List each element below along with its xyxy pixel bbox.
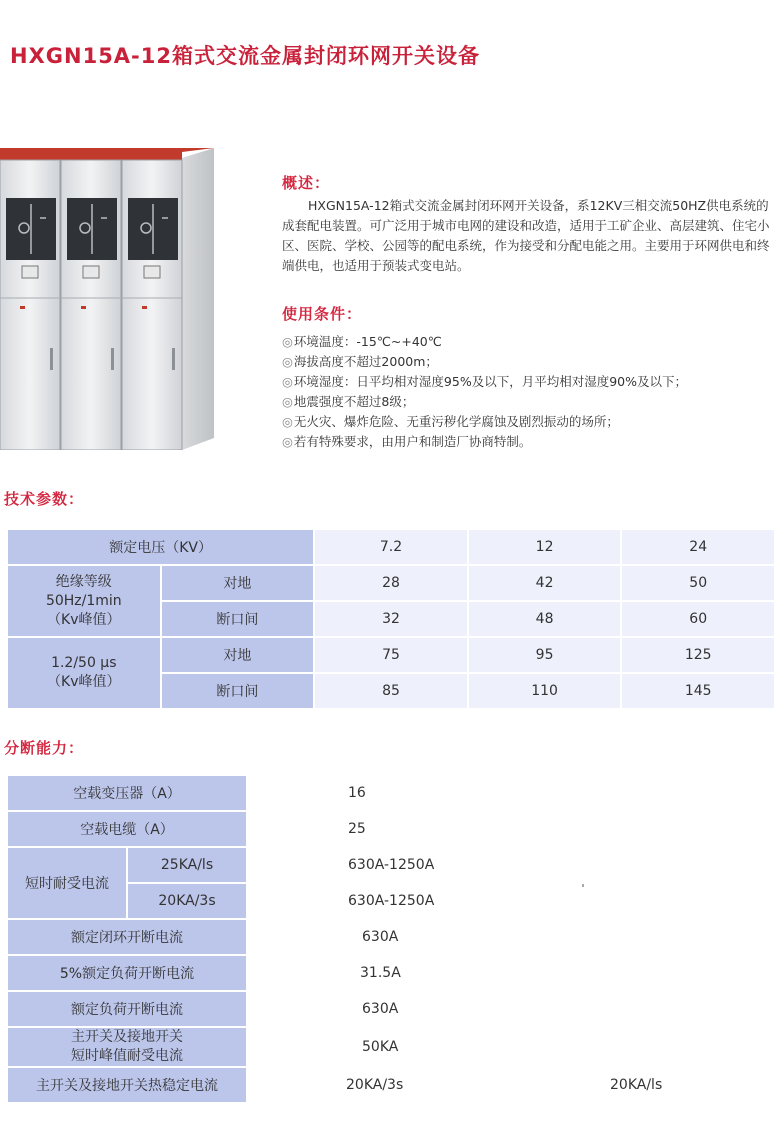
table-row <box>8 920 776 954</box>
short-time-sub-label: 20KA/3s <box>128 884 246 918</box>
table-row <box>8 956 776 990</box>
table-cell: 28 <box>315 566 467 600</box>
bullet-icon: ◎ <box>282 334 293 349</box>
condition-item: ◎环境湿度：日平均相对湿度95%及以下，月平均相对湿度90%及以下； <box>282 374 687 389</box>
impulse-label: 1.2/50 μs （Kv峰值） <box>8 638 160 708</box>
table-cell: 24 <box>622 530 774 564</box>
to-ground-label: 对地 <box>162 566 314 600</box>
table-cell: 25 <box>248 812 776 846</box>
table-cell: 48 <box>469 602 621 636</box>
table-cell: 85 <box>315 674 467 708</box>
conditions-list <box>282 332 772 452</box>
table-row <box>8 1028 776 1066</box>
overview-paragraph: HXGN15A-12箱式交流金属封闭环网开关设备，系12KV三相交流50HZ供电系统的成套配电装置。可广泛用于城市电网的建设和改造，适用于工矿企业、高层建筑、住宅小区、医院、学校、公园等的配电系统，作为接受和分配电能之用。主要用于环网供电和终端供电，也适用于预装式变电站。 <box>282 198 770 273</box>
table-cell: 630A <box>248 992 776 1026</box>
table-cell: 32 <box>315 602 467 636</box>
bullet-icon: ◎ <box>282 414 293 429</box>
no-load-transformer-label: 空载变压器（A） <box>8 776 246 810</box>
across-gap-label: 断口间 <box>162 674 314 708</box>
table-cell: 20KA/3s <box>248 1068 540 1102</box>
table-cell: 630A-1250A <box>248 884 776 918</box>
table-cell: 31.5A <box>248 956 776 990</box>
table-row <box>8 812 776 846</box>
bullet-icon: ◎ <box>282 394 293 409</box>
table-cell: 12 <box>469 530 621 564</box>
condition-item: ◎地震强度不超过8级； <box>282 394 415 409</box>
table-cell: 60 <box>622 602 774 636</box>
table-cell: 125 <box>622 638 774 672</box>
across-gap-label: 断口间 <box>162 602 314 636</box>
short-time-label: 短时耐受电流 <box>8 848 126 918</box>
print-speck <box>582 884 584 887</box>
table-row <box>8 1068 776 1102</box>
no-load-cable-label: 空载电缆（A） <box>8 812 246 846</box>
switchgear-cabinet-image <box>0 148 228 450</box>
table-cell: 75 <box>315 638 467 672</box>
thermal-label: 主开关及接地开关热稳定电流 <box>8 1068 246 1102</box>
condition-item: ◎无火灾、爆炸危险、无重污秽化学腐蚀及剧烈振动的场所； <box>282 414 619 429</box>
page-title: HXGN15A-12箱式交流金属封闭环网开关设备 <box>10 44 480 68</box>
breaking-capacity-table <box>6 774 778 1104</box>
table-cell: 42 <box>469 566 621 600</box>
table-cell: 630A <box>248 920 776 954</box>
table-cell: 7.2 <box>315 530 467 564</box>
table-cell: 50 <box>622 566 774 600</box>
overview-heading: 概述： <box>282 174 331 192</box>
insulation-label: 绝缘等级 50Hz/1min （Kv峰值） <box>8 566 160 636</box>
condition-item: ◎环境温度：-15℃~+40℃ <box>282 334 442 349</box>
rated-load-label: 额定负荷开断电流 <box>8 992 246 1026</box>
breaking-heading: 分断能力： <box>4 739 85 757</box>
table-cell: 50KA <box>248 1028 776 1066</box>
closed-loop-label: 额定闭环开断电流 <box>8 920 246 954</box>
table-cell: 16 <box>248 776 776 810</box>
bullet-icon: ◎ <box>282 354 293 369</box>
table-row <box>8 566 774 600</box>
table-cell: 95 <box>469 638 621 672</box>
overview-text <box>282 196 772 276</box>
tech-params-heading: 技术参数： <box>4 490 85 508</box>
peak-withstand-label: 主开关及接地开关 短时峰值耐受电流 <box>8 1028 246 1066</box>
table-cell: 110 <box>469 674 621 708</box>
bullet-icon: ◎ <box>282 434 293 449</box>
table-row <box>8 638 774 672</box>
bullet-icon: ◎ <box>282 374 293 389</box>
tech-params-table <box>6 528 776 710</box>
short-time-sub-label: 25KA/ls <box>128 848 246 882</box>
table-cell: 20KA/ls <box>542 1068 776 1102</box>
table-row <box>8 848 776 882</box>
condition-item: ◎若有特殊要求，由用户和制造厂协商特制。 <box>282 434 532 449</box>
conditions-heading: 使用条件： <box>282 305 363 323</box>
to-ground-label: 对地 <box>162 638 314 672</box>
table-cell: 145 <box>622 674 774 708</box>
table-cell: 630A-1250A <box>248 848 776 882</box>
table-row <box>8 530 774 564</box>
table-row <box>8 992 776 1026</box>
rated-voltage-label: 额定电压（KV） <box>8 530 313 564</box>
five-pct-load-label: 5%额定负荷开断电流 <box>8 956 246 990</box>
condition-item: ◎海拔高度不超过2000m； <box>282 354 438 369</box>
table-row <box>8 776 776 810</box>
